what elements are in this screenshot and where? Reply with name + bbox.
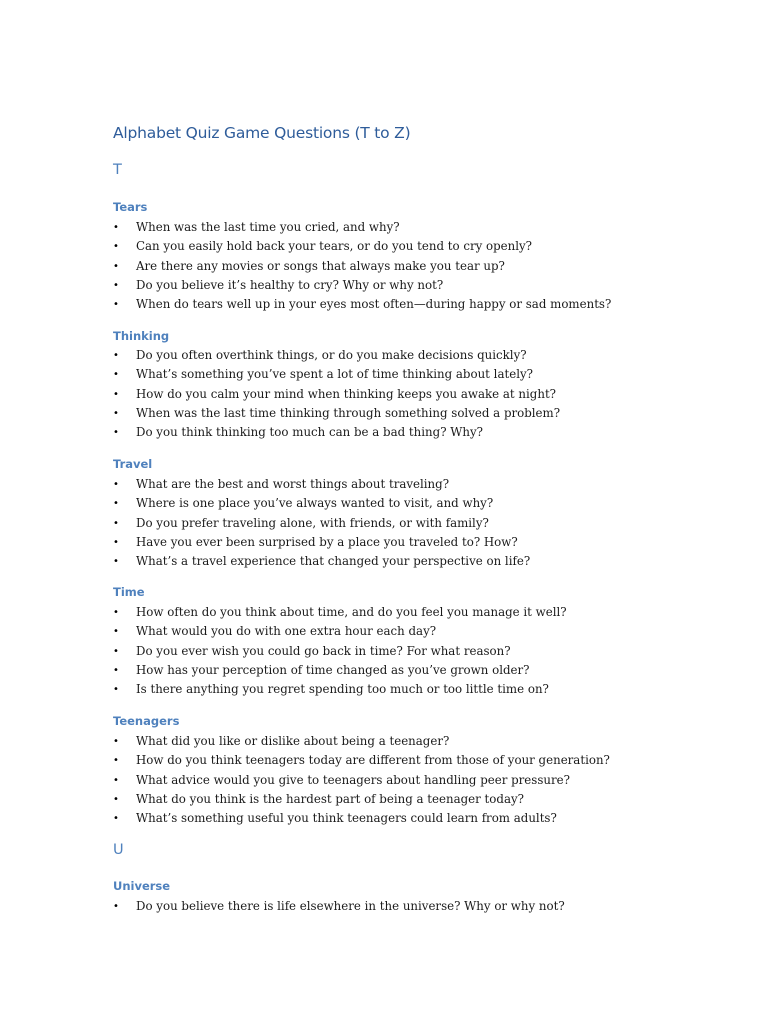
question-text: Have you ever been surprised by a place you traveled to? How? <box>136 534 518 549</box>
list-item <box>113 622 567 641</box>
bullet-icon: • <box>113 626 119 638</box>
list-item <box>113 809 610 828</box>
bullet-icon: • <box>113 369 119 381</box>
bullet-icon: • <box>113 299 119 310</box>
list-item <box>113 533 530 552</box>
list-item <box>113 475 530 494</box>
list-item <box>113 346 560 365</box>
bullet-icon: • <box>113 813 119 824</box>
question-text: How do you think teenagers today are different from those of your generation? <box>136 753 610 768</box>
bullet-icon: • <box>113 427 119 438</box>
question-text: What’s something you’ve spent a lot of time thinking about lately? <box>136 367 533 382</box>
question-text: How do you calm your mind when thinking keeps you awake at night? <box>136 386 557 401</box>
bullet-icon: • <box>113 901 119 912</box>
question-text: When was the last time you cried, and why? <box>136 220 400 234</box>
bullet-icon: • <box>113 536 119 548</box>
list-item <box>113 732 610 751</box>
question-text: What advice would you give to teenagers about handling peer pressure? <box>136 772 570 787</box>
letter-heading-t: T <box>113 162 122 178</box>
bullet-icon: • <box>113 607 119 618</box>
bullet-icon: • <box>113 736 119 747</box>
bullet-icon: • <box>113 517 119 529</box>
list-item <box>113 514 530 533</box>
list-item <box>113 295 611 314</box>
question-list-tears <box>113 218 611 314</box>
bullet-icon: • <box>113 684 119 695</box>
question-text: Do you believe it’s healthy to cry? Why or why not? <box>136 277 444 292</box>
question-list-travel <box>113 475 530 571</box>
list-item <box>113 897 565 916</box>
document-title: Alphabet Quiz Game Questions (T to Z) <box>113 124 411 142</box>
question-text: Do you think thinking too much can be a bad thing? Why? <box>136 425 483 439</box>
list-item <box>113 603 567 622</box>
bullet-icon: • <box>113 279 119 291</box>
bullet-icon: • <box>113 556 119 567</box>
question-text: How often do you think about time, and do you feel you manage it well? <box>136 605 567 619</box>
topic-heading-travel: Travel <box>113 457 153 471</box>
question-text: Do you ever wish you could go back in time? For what reason? <box>136 643 511 658</box>
list-item <box>113 218 611 237</box>
question-text: When do tears well up in your eyes most often—during happy or sad moments? <box>136 297 612 311</box>
topic-heading-universe: Universe <box>113 879 171 893</box>
bullet-icon: • <box>113 645 119 657</box>
bullet-icon: • <box>113 388 119 400</box>
bullet-icon: • <box>113 774 119 786</box>
question-text: What’s something useful you think teenagers could learn from adults? <box>136 811 557 825</box>
list-item <box>113 257 611 276</box>
list-item <box>113 404 560 423</box>
list-item <box>113 423 560 442</box>
question-list-teenagers <box>113 732 610 828</box>
list-item <box>113 552 530 571</box>
question-text: When was the last time thinking through something solved a problem? <box>136 405 561 420</box>
question-text: Do you often overthink things, or do you make decisions quickly? <box>136 348 527 362</box>
question-text: Are there any movies or songs that always make you tear up? <box>136 258 505 273</box>
bullet-icon: • <box>113 222 119 233</box>
list-item <box>113 237 611 256</box>
question-text: How has your perception of time changed as you’ve grown older? <box>136 662 530 677</box>
question-text: Do you believe there is life elsewhere in the universe? Why or why not? <box>136 899 565 913</box>
list-item <box>113 642 567 661</box>
list-item <box>113 680 567 699</box>
bullet-icon: • <box>113 498 119 510</box>
question-text: Where is one place you’ve always wanted to visit, and why? <box>136 496 494 511</box>
bullet-icon: • <box>113 407 119 419</box>
bullet-icon: • <box>113 350 119 361</box>
list-item <box>113 661 567 680</box>
question-text: What do you think is the hardest part of being a teenager today? <box>136 791 524 806</box>
list-item <box>113 365 560 384</box>
bullet-icon: • <box>113 260 119 272</box>
question-list-time <box>113 603 567 699</box>
question-text: Can you easily hold back your tears, or do you tend to cry openly? <box>136 239 532 254</box>
bullet-icon: • <box>113 241 119 253</box>
question-text: What’s a travel experience that changed your perspective on life? <box>136 554 531 568</box>
question-text: Do you prefer traveling alone, with friends, or with family? <box>136 515 489 530</box>
topic-heading-thinking: Thinking <box>113 329 170 343</box>
question-text: What did you like or dislike about being a teenager? <box>136 734 450 748</box>
topic-heading-tears: Tears <box>113 200 148 214</box>
question-text: What would you do with one extra hour each day? <box>136 624 437 639</box>
list-item <box>113 494 530 513</box>
question-list-thinking <box>113 346 560 442</box>
list-item <box>113 771 610 790</box>
bullet-icon: • <box>113 793 119 805</box>
question-list-universe <box>113 897 565 916</box>
bullet-icon: • <box>113 755 119 767</box>
list-item <box>113 385 560 404</box>
list-item <box>113 276 611 295</box>
bullet-icon: • <box>113 664 119 676</box>
topic-heading-time: Time <box>113 585 145 599</box>
topic-heading-teenagers: Teenagers <box>113 714 180 728</box>
list-item <box>113 790 610 809</box>
list-item <box>113 751 610 770</box>
letter-heading-u: U <box>113 842 124 858</box>
bullet-icon: • <box>113 479 119 490</box>
question-text: What are the best and worst things about traveling? <box>136 477 450 491</box>
question-text: Is there anything you regret spending too much or too little time on? <box>136 682 549 696</box>
